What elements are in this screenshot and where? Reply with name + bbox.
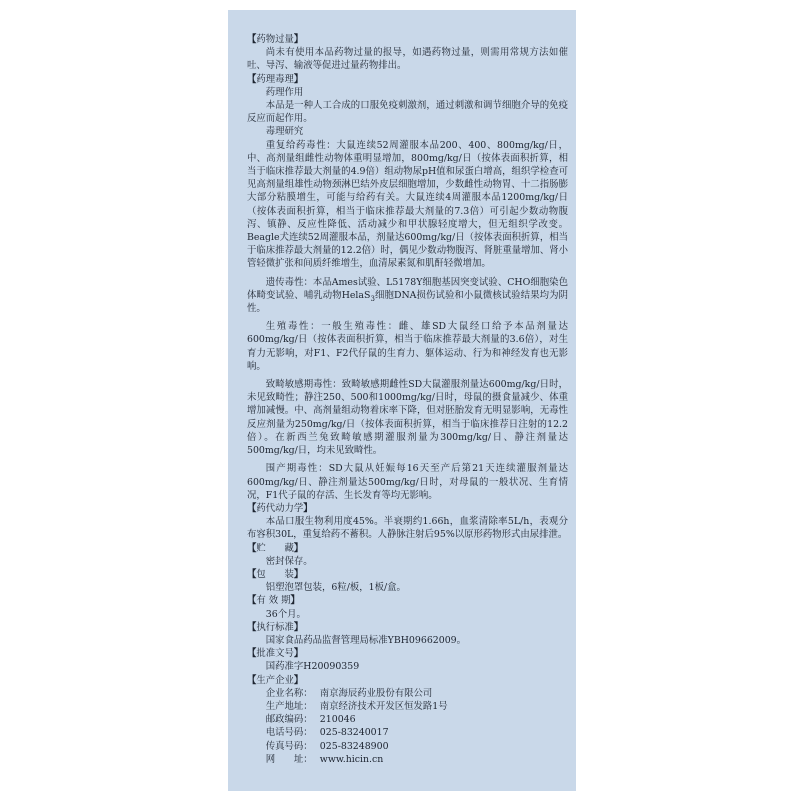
paragraph: 36个月。 xyxy=(265,608,306,620)
paragraph-repeat-dose: 重复给药毒性：大鼠连续52周灌服本品200、400、800mg/kg/日，中、高剂量组雌性动物体重明显增加，800mg/kg/日（按体表面积折算，相当于临床推荐最大剂量的4.9倍）组动物尿pH值和尿蛋白增高，组织学检查可见高剂量组雄性动物颈淋巴结外皮层细胞增加，少数雌性动物胃、十二指肠膨大部分粘膜增生，可能与给药有关。大鼠连续4周灌服本品1200mg/kg/日（按体表面积折算，相当于临床推荐最大剂量的7.3倍）可引起少数动物腹泻、镇静、反应性降低、活动减少和甲状腺轻度增大，但无组织学改变。Beagle犬连续52周灌服本品，剂量达600mg/kg/日（按体表面积折算，相当于临床推荐最大剂量的12.2倍）时，偶见少数动物腹泻、肾脏重量增加、肾小管轻微扩张和间质纤维增生，血清尿素氮和肌酐轻微增加。 xyxy=(247,139,568,270)
field-website[interactable]: 网 址： www.hicin.cn xyxy=(265,753,384,765)
section-overdose xyxy=(247,33,568,73)
section-heading: 【药代动力学】 xyxy=(247,502,313,514)
field-phone: 电话号码： 025-83240017 xyxy=(265,727,389,739)
section-heading: 【有 效 期】 xyxy=(247,595,300,607)
section-heading: 【贮 藏】 xyxy=(247,542,304,554)
section-heading: 【药理毒理】 xyxy=(247,73,304,85)
section-heading: 【执行标准】 xyxy=(247,621,304,633)
field-company: 企业名称： 南京海辰药业股份有限公司 xyxy=(265,687,433,699)
paragraph: 铝塑泡罩包装，6粒/板，1板/盒。 xyxy=(265,582,406,594)
subheading-pharmacology: 药理作用 xyxy=(265,86,304,98)
section-storage xyxy=(247,542,568,568)
section-approval xyxy=(247,647,568,673)
section-manufacturer xyxy=(247,674,568,766)
section-heading: 【药物过量】 xyxy=(247,34,304,45)
subheading-toxicology: 毒理研究 xyxy=(265,126,304,138)
paragraph: 国药准字H20090359 xyxy=(265,661,360,673)
section-heading: 【批准文号】 xyxy=(247,648,304,660)
section-pharmacology-toxicology xyxy=(247,73,568,502)
insert-sheet xyxy=(228,10,576,791)
paragraph-reproductive: 生殖毒性：一般生殖毒性：雌、雄SD大鼠经口给予本品剂量达600mg/kg/日（按体表面积折算，相当于临床推荐最大剂量的3.6倍），对生育力无影响，对F1、F2代仔鼠的生育力、躯体运动、行为和神经发育也无影响。 xyxy=(247,321,568,372)
paragraph: 国家食品药品监督管理局标准YBH09662009。 xyxy=(265,634,467,646)
paragraph: 本品口服生物利用度45%。半衰期约1.66h，血浆清除率5L/h，表观分布容积30L，重复给药不蓄积。人静脉注射后95%以原形药物形式由尿排泄。 xyxy=(247,516,568,541)
paragraph-teratogenic: 致畸敏感期毒性：致畸敏感期雌性SD大鼠灌服剂量达600mg/kg/日时，未见致畸性；静注250、500和1000mg/kg/日时，母鼠的摄食量减少、体重增加减慢。中、高剂量组动物着床率下降，但对胚胎发育无明显影响，无毒性反应剂量为250mg/kg/日（按体表面积折算，相当于临床推荐日注射的12.2倍）。在新西兰兔致畸敏感期灌服剂量为300mg/kg/日、静注剂量达500mg/kg/日，均未见致畸性。 xyxy=(247,379,568,457)
field-postcode: 邮政编码： 210046 xyxy=(265,714,356,726)
section-standard xyxy=(247,621,568,647)
section-validity xyxy=(247,594,568,620)
section-heading: 【包 装】 xyxy=(247,568,304,580)
field-address: 生产地址： 南京经济技术开发区恒发路1号 xyxy=(265,700,448,712)
paragraph-perinatal: 围产期毒性：SD大鼠从妊娠每16天至产后第21天连续灌服剂量达600mg/kg/日、静注剂量达500mg/kg/日时，对母鼠的一般状况、生育情况，F1代子鼠的存活、生长发育等均无影响。 xyxy=(247,463,568,501)
paragraph: 本品是一种人工合成的口服免疫刺激剂，通过刺激和调节细胞介导的免疫反应而起作用。 xyxy=(247,100,568,125)
paragraph-genotoxicity: 遗传毒性：本品Ames试验、L5178Y细胞基因突变试验、CHO细胞染色体畸变试验、哺乳动物HelaS$_3$细胞DNA损伤试验和小鼠微核试验结果均为阴性。 xyxy=(247,276,568,315)
paragraph: 尚未有使用本品药物过量的报导，如遇药物过量，则需用常规方法如催吐、导泻、输液等促进过量药物排出。 xyxy=(247,47,568,72)
section-heading: 【生产企业】 xyxy=(247,674,304,686)
field-fax: 传真号码： 025-83248900 xyxy=(265,740,389,752)
section-package xyxy=(247,568,568,594)
paragraph: 密封保存。 xyxy=(265,555,313,567)
section-pharmacokinetics xyxy=(247,502,568,542)
